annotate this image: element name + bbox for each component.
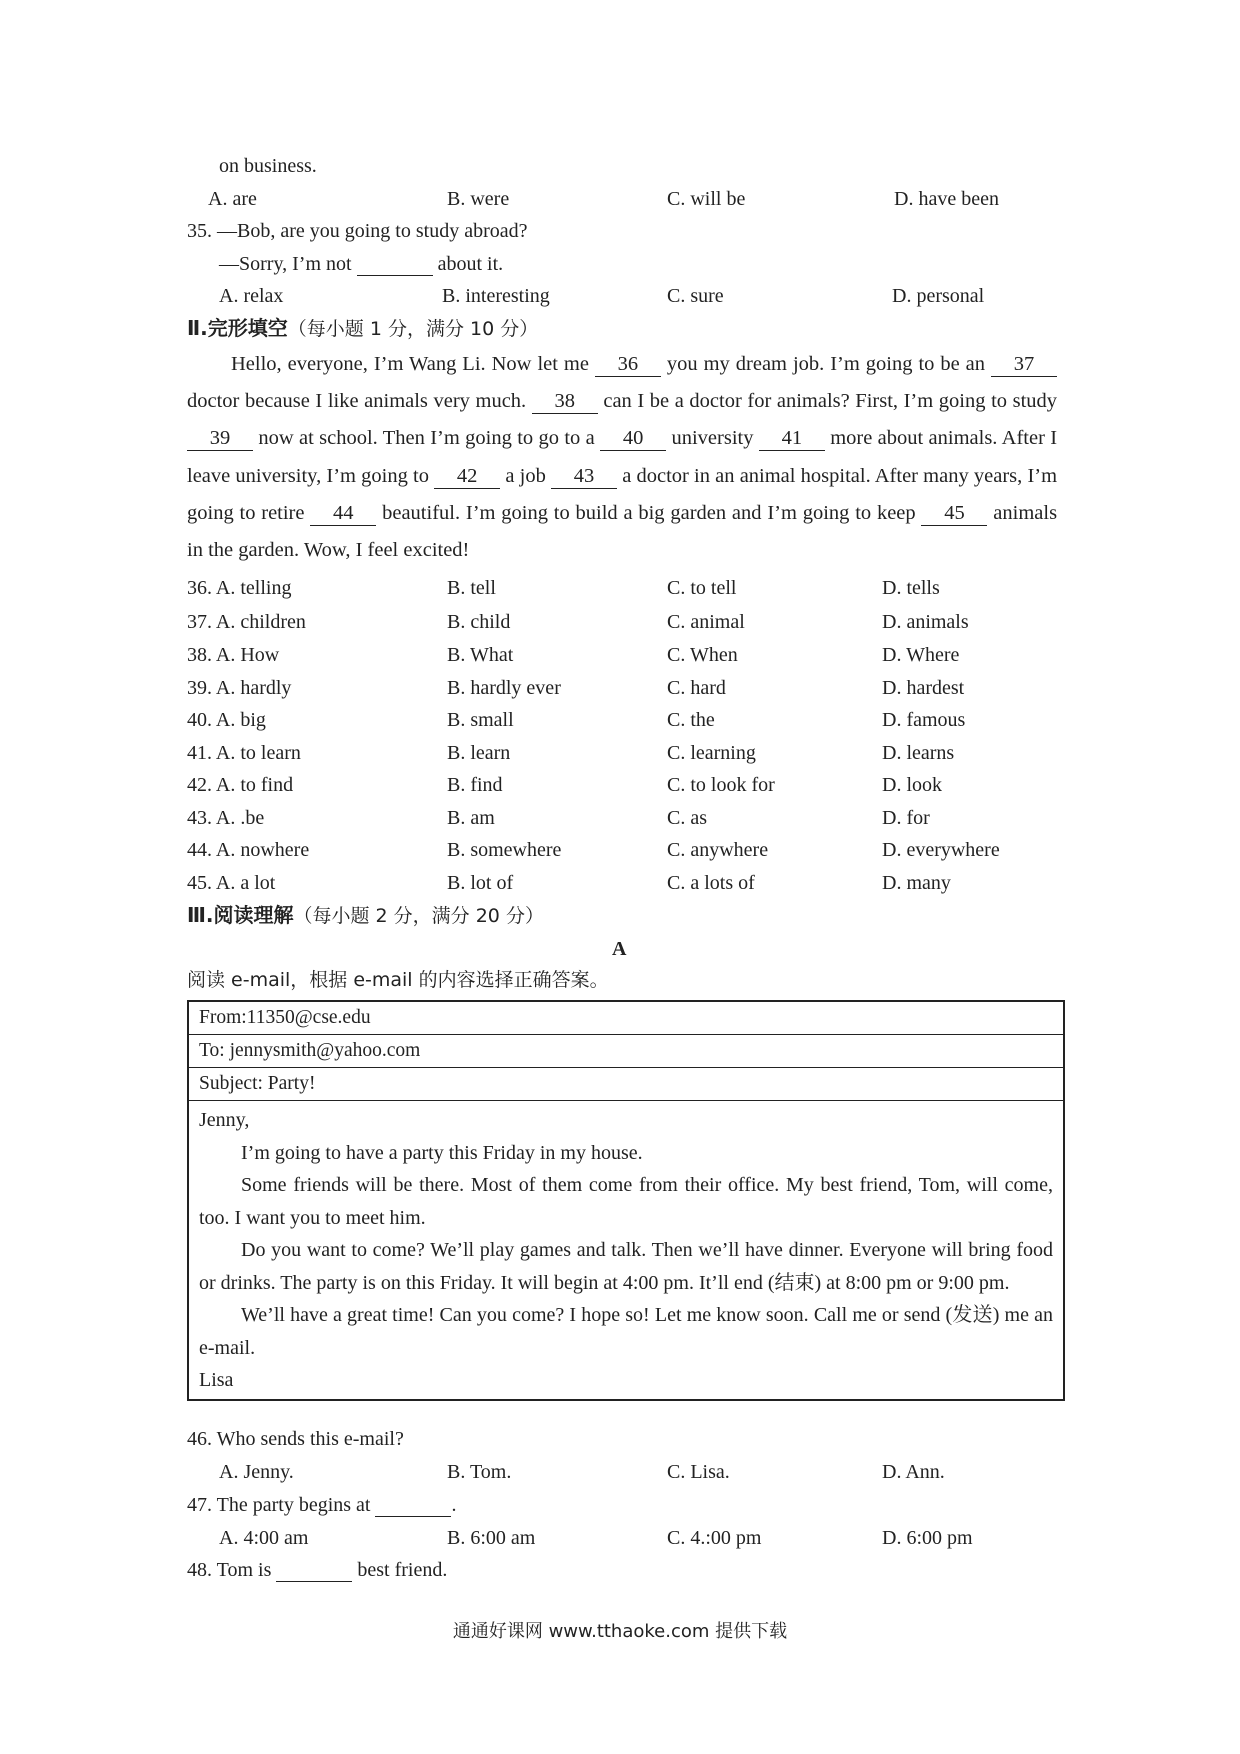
page-footer: 通通好课网 www.tthaoke.com 提供下载 — [452, 1621, 788, 1642]
blank-42: 42 — [434, 464, 500, 489]
q36-option-a: 36. A. telling — [187, 577, 292, 599]
q46-stem: 46. Who sends this e-mail? — [187, 1428, 404, 1450]
q39-option-c: C. hard — [667, 677, 726, 699]
blank-43: 43 — [551, 464, 617, 489]
email-box — [187, 1000, 1065, 1401]
q43-option-d: D. for — [882, 807, 930, 829]
q42-option-a: 42. A. to find — [187, 774, 294, 796]
passage-text: more about animals. After I leave university, I’m going to — [187, 427, 1058, 487]
q47-stem-before: 47. The party begins at — [187, 1494, 371, 1516]
option-a: A. Jenny. — [219, 1461, 294, 1483]
q37-option-b: B. child — [447, 611, 511, 633]
q41-option-c: C. learning — [667, 742, 756, 764]
option-a: A. 4:00 am — [219, 1527, 309, 1549]
cloze-passage — [187, 346, 1057, 569]
email-subject: Subject: Party! — [189, 1068, 1063, 1101]
option-d: D. personal — [892, 285, 985, 307]
passage-text: beautiful. I’m going to build a big garden and I’m going to keep — [382, 501, 916, 524]
blank-41: 41 — [759, 426, 825, 451]
q41-option-a: 41. A. to learn — [187, 742, 301, 764]
passage-label: A — [612, 938, 627, 960]
q39-option-a: 39. A. hardly — [187, 677, 292, 699]
q38-option-a: 38. A. How — [187, 644, 280, 666]
passage-text: now at school. Then I’m going to go to a — [258, 427, 595, 450]
carryover-text: on business. — [219, 155, 317, 177]
option-a: A. relax — [219, 285, 284, 307]
q36-option-c: C. to tell — [667, 577, 737, 599]
q36-option-b: B. tell — [447, 577, 496, 599]
q45-option-a: 45. A. a lot — [187, 872, 276, 894]
email-paragraph: I’m going to have a party this Friday in my house. — [241, 1141, 643, 1164]
q40-option-a: 40. A. big — [187, 709, 266, 731]
q39-option-d: D. hardest — [882, 677, 965, 699]
q45-option-d: D. many — [882, 872, 951, 894]
section-title: Ⅲ.阅读理解 — [187, 903, 294, 927]
q37-option-a: 37. A. children — [187, 611, 306, 633]
q41-option-d: D. learns — [882, 742, 955, 764]
answer-blank — [357, 253, 433, 276]
passage-text: a job — [505, 464, 546, 487]
q47-stem — [187, 1492, 456, 1518]
section-heading-cloze — [187, 315, 538, 342]
blank-39: 39 — [187, 426, 253, 451]
blank-44: 44 — [310, 501, 376, 526]
q44-option-c: C. anywhere — [667, 839, 769, 861]
q41-option-b: B. learn — [447, 742, 511, 764]
q39-option-b: B. hardly ever — [447, 677, 561, 699]
option-c: C. will be — [667, 188, 746, 210]
q35-line2 — [219, 251, 503, 277]
blank-40: 40 — [600, 426, 666, 451]
option-b: B. were — [447, 188, 510, 210]
passage-text: you my dream job. I’m going to be an — [666, 353, 986, 375]
q37-option-c: C. animal — [667, 611, 745, 633]
option-b: B. 6:00 am — [447, 1527, 536, 1549]
q37-option-d: D. animals — [882, 611, 969, 633]
q38-option-c: C. When — [667, 644, 738, 666]
q43-option-b: B. am — [447, 807, 495, 829]
answer-blank — [375, 1494, 451, 1517]
option-d: D. Ann. — [882, 1461, 945, 1483]
email-from: From:11350@cse.edu — [189, 1002, 1063, 1035]
email-signature: Lisa — [199, 1369, 234, 1391]
blank-45: 45 — [921, 501, 987, 526]
q44-option-b: B. somewhere — [447, 839, 562, 861]
q35-stem: 35. —Bob, are you going to study abroad? — [187, 220, 528, 242]
reading-instruction: 阅读 e-mail，根据 e-mail 的内容选择正确答案。 — [187, 969, 609, 991]
q40-option-c: C. the — [667, 709, 715, 731]
q43-option-c: C. as — [667, 807, 707, 829]
q43-option-a: 43. A. .be — [187, 807, 265, 829]
section-title: Ⅱ.完形填空 — [187, 316, 288, 340]
q44-option-a: 44. A. nowhere — [187, 839, 310, 861]
q40-option-d: D. famous — [882, 709, 966, 731]
email-paragraph: Do you want to come? We’ll play games and talk. Then we’ll have dinner. Everyone will bring food or drinks. The party is on this Friday. It will begin at 4:00 pm. It’ll end (结束) at 8:00 pm or 9:00 pm. — [199, 1239, 1053, 1294]
option-c: C. Lisa. — [667, 1461, 730, 1483]
option-b: B. Tom. — [447, 1461, 512, 1483]
q36-option-d: D. tells — [882, 577, 940, 599]
option-d: D. 6:00 pm — [882, 1527, 973, 1549]
blank-36: 36 — [595, 352, 661, 377]
passage-text: animals in the garden. Wow, I feel excited! — [187, 501, 1058, 562]
email-to: To: jennysmith@yahoo.com — [189, 1035, 1063, 1068]
blank-38: 38 — [532, 389, 598, 414]
section-note: （每小题 1 分，满分 10 分） — [287, 318, 539, 340]
blank-37: 37 — [991, 352, 1057, 377]
passage-text: university — [671, 427, 754, 450]
section-heading-reading — [187, 902, 544, 929]
q48-stem-before: 48. Tom is — [187, 1559, 272, 1581]
section-note: （每小题 2 分，满分 20 分） — [293, 905, 544, 927]
option-b: B. interesting — [442, 285, 550, 307]
passage-text: can I be a doctor for animals? First, I’m going to study — [603, 390, 1058, 413]
q44-option-d: D. everywhere — [882, 839, 1000, 861]
q38-option-d: D. Where — [882, 644, 960, 666]
q48-stem — [187, 1557, 447, 1583]
q35-line2-after: about it. — [437, 253, 504, 275]
q35-line2-before: —Sorry, I’m not — [219, 253, 352, 275]
option-c: C. sure — [667, 285, 724, 307]
option-d: D. have been — [894, 188, 999, 210]
q48-stem-after: best friend. — [357, 1559, 448, 1581]
option-a: A. are — [208, 188, 257, 210]
q42-option-b: B. find — [447, 774, 503, 796]
answer-blank — [276, 1559, 352, 1582]
q45-option-b: B. lot of — [447, 872, 514, 894]
email-paragraph: We’ll have a great time! Can you come? I hope so! Let me know soon. Call me or send (发送) me an e-mail. — [199, 1304, 1053, 1359]
q42-option-c: C. to look for — [667, 774, 775, 796]
email-body — [189, 1101, 1063, 1399]
q42-option-d: D. look — [882, 774, 942, 796]
q45-option-c: C. a lots of — [667, 872, 755, 894]
passage-text: doctor because I like animals very much. — [187, 390, 527, 413]
q38-option-b: B. What — [447, 644, 514, 666]
passage-text: a doctor in an animal hospital. After many years, I’m going to retire — [187, 464, 1058, 524]
email-greeting: Jenny, — [199, 1109, 250, 1131]
passage-text: Hello, everyone, I’m Wang Li. Now let me — [231, 353, 589, 375]
email-paragraph: Some friends will be there. Most of them come from their office. My best friend, Tom, will come, too. I want you to meet him. — [199, 1174, 1053, 1229]
q40-option-b: B. small — [447, 709, 514, 731]
q47-stem-after: . — [451, 1494, 457, 1516]
option-c: C. 4.:00 pm — [667, 1527, 762, 1549]
